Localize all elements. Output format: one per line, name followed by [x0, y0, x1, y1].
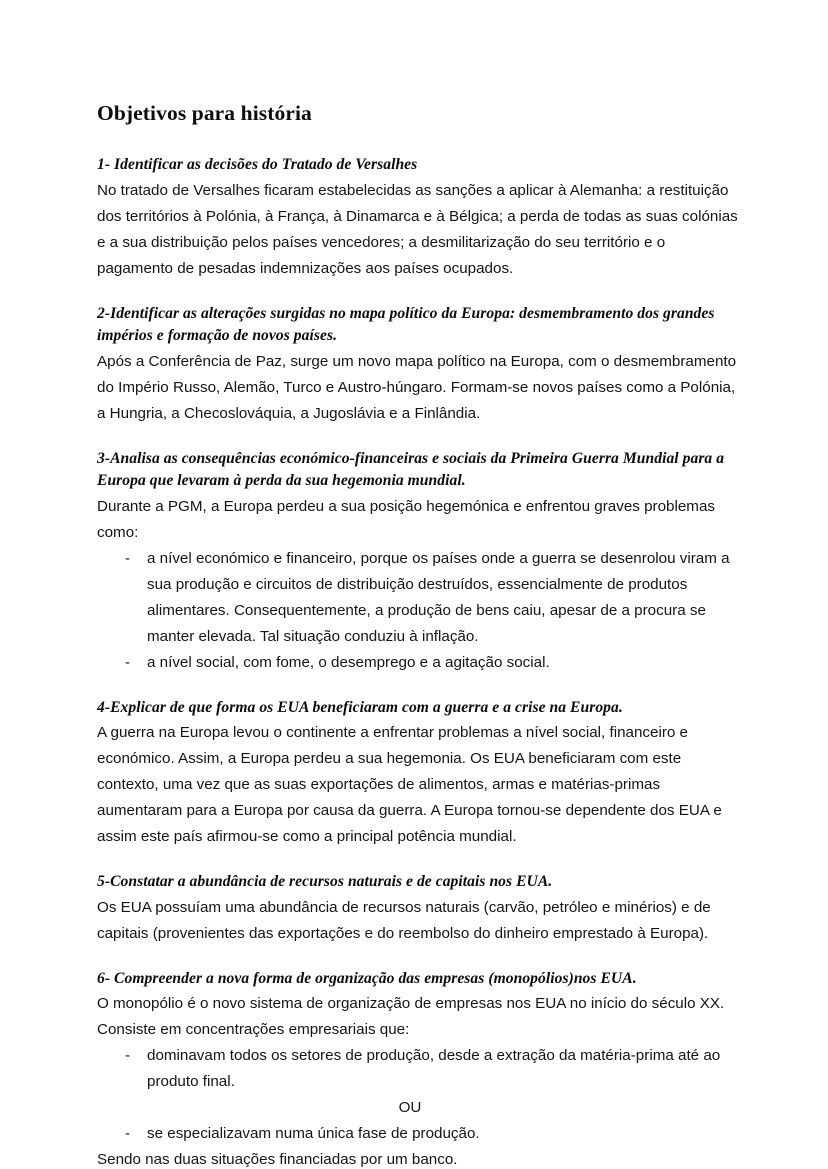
section-6-body: O monopólio é o novo sistema de organização de empresas nos EUA no início do século XX. Consiste em concentrações empresariais que:	[97, 995, 725, 1038]
section-4-body: A guerra na Europa levou o continente a enfrentar problemas a nível social, financeiro e económico. Assim, a Europa perdeu a sua hegemonia. Os EUA beneficiaram com este contexto, uma vez que as suas exportações de alimentos, armas e matérias-primas aumentaram para a Europa por causa da guerra. A Europa tornou-se dependente dos EUA e assim este país afirmou-se como a principal potência mundial.	[97, 724, 722, 845]
section-4-heading: 4-Explicar de que forma os EUA beneficiaram com a guerra e a crise na Europa.	[97, 698, 623, 716]
section-2-body: Após a Conferência de Paz, surge um novo mapa político na Europa, com o desmembramento do Império Russo, Alemão, Turco e Austro-húngaro. Formam-se novos países como a Polónia, a Hungria, a Checoslováquia, a Jugoslávia e a Finlândia.	[97, 352, 737, 422]
dash-marker-icon: -	[125, 549, 131, 567]
section-3-body: Durante a PGM, a Europa perdeu a sua posição hegemónica e enfrentou graves problemas como:	[97, 497, 716, 541]
section-1	[97, 154, 739, 282]
or-divider-label: OU	[398, 1099, 422, 1116]
list-item	[97, 650, 739, 676]
list-item	[97, 1121, 739, 1147]
dash-marker-icon: -	[125, 1125, 131, 1142]
list-item-text: a nível social, com fome, o desemprego e a agitação social.	[147, 653, 550, 671]
section-6-bullet-list-second	[97, 1121, 739, 1147]
section-1-body: No tratado de Versalhes ficaram estabelecidas as sanções a aplicar à Alemanha: a restituição dos territórios à Polónia, à França, à Dinamarca e à Bélgica; a perda de todas as suas colónias e a sua distribuição pelos países vencedores; a desmilitarização do seu território e o pagamento de pesadas indemnizações aos países ocupados.	[97, 181, 738, 277]
section-6	[97, 968, 739, 1169]
section-2-heading: 2-Identificar as alterações surgidas no mapa político da Europa: desmembramento dos grandes impérios e formação de novos países.	[97, 304, 715, 344]
list-item-text: se especializavam numa única fase de produção.	[147, 1125, 480, 1142]
section-4	[97, 697, 739, 851]
section-1-heading: 1- Identificar as decisões do Tratado de Versalhes	[97, 156, 418, 173]
page-title: Objetivos para história	[97, 101, 312, 125]
section-3-heading: 3-Analisa as consequências económico-financeiras e sociais da Primeira Guerra Mundial para a Europa que levaram à perda da sua hegemonia mundial.	[97, 449, 725, 489]
dash-marker-icon: -	[125, 1047, 131, 1064]
list-item-text: a nível económico e financeiro, porque os países onde a guerra se desenrolou viram a sua produção e circuitos de distribuição destruídos, essencialmente de produtos alimentares. Consequentemente, a produção de bens caiu, apesar de a procura se manter elevada. Tal situação conduziu à inflação.	[147, 549, 730, 645]
section-5-heading: 5-Constatar a abundância de recursos naturais e de capitais nos EUA.	[97, 873, 553, 890]
list-item-text: dominavam todos os setores de produção, desde a extração da matéria-prima até ao produto final.	[147, 1047, 721, 1090]
document-content	[97, 100, 739, 1169]
list-item	[97, 1043, 739, 1095]
section-3	[97, 448, 739, 676]
section-5-body: Os EUA possuíam uma abundância de recursos naturais (carvão, petróleo e minérios) e de capitais (provenientes das exportações e do reembolso do dinheiro emprestado à Europa).	[97, 898, 711, 942]
section-3-bullet-list	[97, 546, 739, 676]
list-item	[97, 546, 739, 650]
section-2	[97, 303, 739, 427]
section-5	[97, 871, 739, 947]
dash-marker-icon: -	[125, 653, 131, 671]
section-6-closing-note: Sendo nas duas situações financiadas por um banco.	[97, 1151, 458, 1168]
section-6-heading: 6- Compreender a nova forma de organização das empresas (monopólios)nos EUA.	[97, 969, 637, 987]
section-6-bullet-list-first	[97, 1043, 739, 1095]
